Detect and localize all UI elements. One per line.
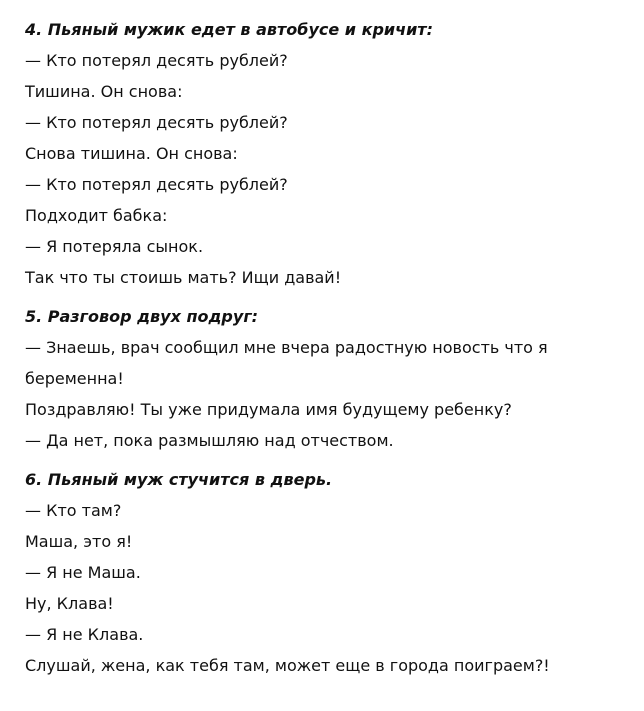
joke-line: Слушай, жена, как тебя там, может еще в города поиграем?! [25,656,550,675]
joke-line: — Да нет, пока размышляю над отчеством. [25,431,394,450]
joke-5 [25,301,635,456]
joke-title: 6. Пьяный муж стучится в дверь. [25,470,333,489]
article-body [25,14,635,681]
joke-line: Маша, это я! [25,532,133,551]
joke-line: Ну, Клава! [25,594,114,613]
joke-line: Снова тишина. Он снова: [25,144,238,163]
joke-line: — Я не Клава. [25,625,144,644]
joke-title: 4. Пьяный мужик едет в автобусе и кричит: [25,20,433,39]
joke-6 [25,464,635,681]
joke-line: — Кто потерял десять рублей? [25,113,288,132]
joke-line: — Кто потерял десять рублей? [25,175,288,194]
joke-title: 5. Разговор двух подруг: [25,307,259,326]
joke-line: — Я потеряла сынок. [25,237,204,256]
joke-line: — Я не Маша. [25,563,141,582]
joke-line: — Знаешь, врач сообщил мне вчера радостную новость что я беременна! [25,338,548,388]
joke-line: Так что ты стоишь мать? Ищи давай! [25,268,342,287]
joke-line: — Кто там? [25,501,122,520]
joke-line: Подходит бабка: [25,206,168,225]
joke-4 [25,14,635,293]
joke-line: Тишина. Он снова: [25,82,183,101]
joke-line: Поздравляю! Ты уже придумала имя будущему ребенку? [25,400,512,419]
joke-line: — Кто потерял десять рублей? [25,51,288,70]
